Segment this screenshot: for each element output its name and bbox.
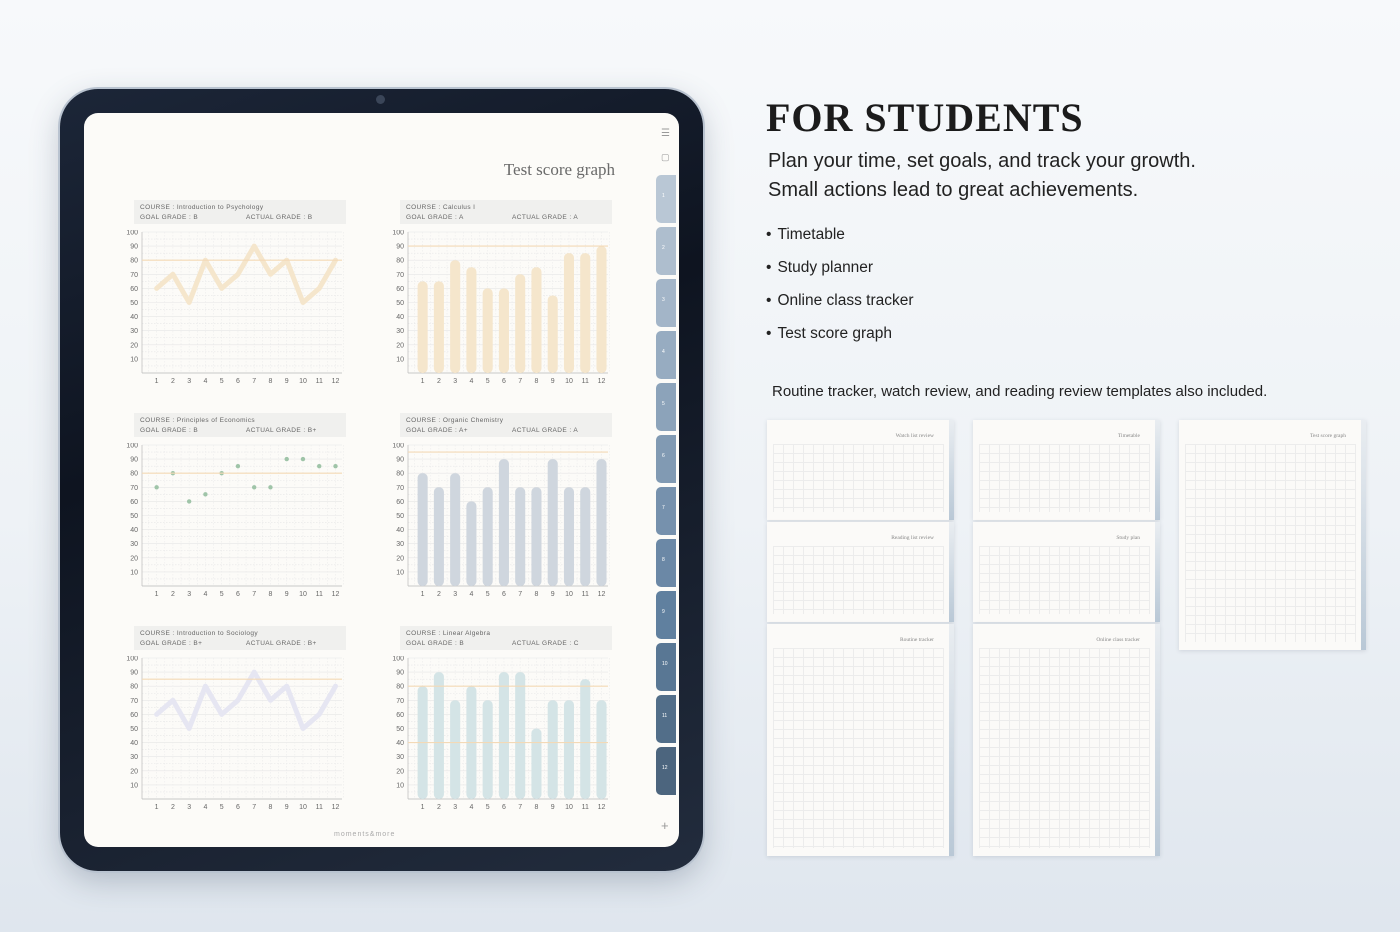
bar [515, 487, 525, 586]
y-tick-label: 50 [396, 726, 404, 733]
tagline-line: Plan your time, set goals, and track your growth. [768, 150, 1196, 172]
x-tick-label: 10 [565, 804, 573, 811]
index-tab-2[interactable] [656, 227, 676, 275]
y-tick-label: 10 [130, 782, 138, 790]
bar [580, 679, 590, 799]
y-tick-label: 90 [130, 243, 138, 251]
index-tab-9[interactable] [656, 591, 676, 639]
chart-psychology [120, 200, 348, 400]
x-tick-label: 1 [154, 378, 159, 385]
index-tab-label: 11 [662, 713, 668, 719]
bar [596, 700, 606, 799]
scatter-point [301, 457, 305, 461]
y-tick-label: 80 [130, 683, 138, 691]
brand-mark: moments&more [334, 831, 396, 838]
x-tick-label: 10 [299, 378, 307, 385]
feature-item: • Study planner [766, 259, 914, 292]
y-tick-label: 10 [130, 569, 138, 577]
y-tick-label: 90 [396, 669, 404, 677]
x-tick-label: 9 [550, 591, 555, 598]
x-tick-label: 2 [436, 591, 441, 598]
scatter-point [187, 499, 191, 503]
y-tick-label: 60 [396, 711, 404, 719]
y-tick-label: 30 [396, 328, 404, 336]
scatter-point [154, 485, 158, 489]
index-tab-label: 1 [662, 193, 665, 199]
x-tick-label: 4 [203, 591, 208, 598]
x-tick-label: 7 [518, 804, 523, 811]
goal-label: GOAL GRADE : [140, 427, 192, 434]
course-name: Calculus I [442, 204, 476, 211]
course-label: COURSE : [406, 417, 441, 424]
goal-label: GOAL GRADE : [140, 214, 192, 221]
course-info [400, 413, 612, 437]
chart-plot [386, 656, 614, 818]
actual-grade: C [573, 640, 579, 647]
bar [596, 246, 606, 373]
x-tick-label: 6 [235, 378, 240, 385]
y-tick-label: 50 [130, 300, 138, 307]
x-tick-label: 3 [187, 591, 192, 598]
x-tick-label: 8 [534, 378, 539, 385]
bar [564, 487, 574, 586]
index-tab-label: 2 [662, 245, 665, 251]
y-tick-label: 40 [396, 740, 404, 748]
y-tick-label: 10 [396, 569, 404, 577]
x-tick-label: 1 [154, 591, 159, 598]
y-tick-label: 70 [396, 484, 404, 492]
thumb-title: Online class tracker [1096, 637, 1140, 643]
y-tick-label: 70 [130, 697, 138, 705]
course-label: COURSE : [140, 630, 175, 637]
x-tick-label: 9 [550, 378, 555, 385]
camera-dot [376, 95, 385, 104]
x-tick-label: 5 [485, 378, 490, 385]
x-tick-label: 9 [284, 378, 289, 385]
thumb-timetable [973, 420, 1160, 520]
menu-icon[interactable]: ☰ [661, 128, 670, 139]
course-info [134, 200, 346, 224]
index-tab-5[interactable] [656, 383, 676, 431]
x-tick-label: 2 [436, 378, 441, 385]
y-tick-label: 30 [396, 754, 404, 762]
x-tick-label: 9 [284, 804, 289, 811]
bar [418, 281, 428, 373]
bar [548, 700, 558, 799]
x-tick-label: 8 [268, 804, 273, 811]
y-tick-label: 40 [396, 314, 404, 322]
tablet-screen [84, 113, 679, 847]
y-tick-label: 10 [396, 782, 404, 790]
bar [531, 487, 541, 586]
bar [434, 281, 444, 373]
x-tick-label: 12 [597, 804, 606, 811]
y-tick-label: 80 [396, 683, 404, 691]
x-tick-label: 5 [485, 804, 490, 811]
bar [418, 473, 428, 586]
y-tick-label: 30 [396, 541, 404, 549]
feature-list [766, 226, 914, 358]
scatter-point [236, 464, 240, 468]
bar [499, 672, 509, 799]
y-tick-label: 20 [396, 555, 404, 563]
chart-plot [386, 443, 614, 605]
thumb-title: Timetable [1117, 433, 1140, 439]
y-tick-label: 50 [130, 726, 138, 733]
y-tick-label: 90 [130, 669, 138, 677]
x-tick-label: 12 [597, 378, 606, 385]
index-tab-6[interactable] [656, 435, 676, 483]
scatter-point [252, 485, 256, 489]
goal-grade: B+ [193, 640, 203, 647]
index-tab-label: 12 [662, 765, 668, 771]
y-tick-label: 60 [130, 498, 138, 506]
x-tick-label: 3 [187, 804, 192, 811]
x-tick-label: 6 [235, 591, 240, 598]
index-tab-4[interactable] [656, 331, 676, 379]
x-tick-label: 4 [203, 804, 208, 811]
bar [483, 487, 493, 586]
tablet-device [60, 89, 703, 871]
course-label: COURSE : [140, 417, 175, 424]
bar [450, 260, 460, 373]
feature-item: • Test score graph [766, 325, 914, 358]
bar [531, 729, 541, 800]
x-tick-label: 2 [170, 378, 175, 385]
x-tick-label: 12 [331, 804, 340, 811]
thumb-watch-review [767, 420, 954, 520]
index-tab-7[interactable] [656, 487, 676, 535]
actual-grade: A [573, 427, 579, 434]
x-tick-label: 12 [331, 378, 340, 385]
y-tick-label: 60 [396, 498, 404, 506]
x-tick-label: 5 [485, 591, 490, 598]
y-tick-label: 30 [130, 754, 138, 762]
goal-label: GOAL GRADE : [406, 640, 458, 647]
scatter-point [333, 464, 337, 468]
chart-economics [120, 413, 348, 613]
goal-grade: B [193, 214, 199, 221]
thumb-title: Watch list review [895, 433, 934, 439]
index-tab-label: 10 [662, 661, 668, 667]
chart-chemistry [386, 413, 614, 613]
x-tick-label: 10 [299, 591, 307, 598]
goal-grade: A+ [459, 427, 468, 434]
y-tick-label: 100 [392, 230, 404, 237]
bar [434, 672, 444, 799]
page-title: Test score graph [503, 160, 615, 179]
y-tick-label: 40 [130, 527, 138, 535]
chart-plot [120, 656, 348, 818]
y-tick-label: 100 [126, 230, 138, 237]
add-icon[interactable]: + [661, 818, 669, 833]
thumb-study-plan [973, 522, 1160, 622]
bar [483, 288, 493, 373]
y-tick-label: 20 [396, 768, 404, 776]
x-tick-label: 7 [252, 591, 257, 598]
y-tick-label: 80 [130, 257, 138, 265]
x-tick-label: 1 [420, 591, 425, 598]
x-tick-label: 6 [501, 804, 506, 811]
thumb-reading-review [767, 522, 954, 622]
chart-plot [120, 230, 348, 392]
y-tick-label: 20 [130, 555, 138, 563]
x-tick-label: 10 [565, 591, 573, 598]
index-tab-label: 4 [662, 349, 665, 355]
thumb-title: Test score graph [1310, 433, 1346, 439]
x-tick-label: 5 [219, 804, 224, 811]
goal-label: GOAL GRADE : [406, 214, 458, 221]
course-info [134, 626, 346, 650]
chart-linear-algebra [386, 626, 614, 826]
y-tick-label: 80 [396, 257, 404, 265]
x-tick-label: 1 [420, 804, 425, 811]
feature-item: • Timetable [766, 226, 914, 259]
goal-grade: A [459, 214, 464, 221]
y-tick-label: 20 [396, 342, 404, 350]
x-tick-label: 6 [501, 378, 506, 385]
x-tick-label: 3 [187, 378, 192, 385]
bar [499, 459, 509, 586]
actual-grade: B [307, 214, 313, 221]
goal-grade: B [459, 640, 465, 647]
thumb-test-score [1179, 420, 1366, 650]
tagline-line: Small actions lead to great achievements. [768, 179, 1139, 201]
bar [466, 501, 476, 586]
x-tick-label: 7 [518, 378, 523, 385]
x-tick-label: 1 [420, 378, 425, 385]
x-tick-label: 10 [299, 804, 307, 811]
index-tab-1[interactable] [656, 175, 676, 223]
index-tab-10[interactable] [656, 643, 676, 691]
y-tick-label: 60 [396, 285, 404, 293]
x-tick-label: 4 [469, 804, 474, 811]
x-tick-label: 8 [534, 804, 539, 811]
bar [548, 459, 558, 586]
actual-label: ACTUAL GRADE : [246, 214, 306, 221]
y-tick-label: 10 [396, 356, 404, 364]
y-tick-label: 100 [392, 443, 404, 450]
x-tick-label: 1 [154, 804, 159, 811]
thumb-title: Reading list review [891, 535, 934, 541]
bar [450, 473, 460, 586]
chart-plot [120, 443, 348, 605]
actual-grade: B+ [307, 427, 317, 434]
bar [548, 295, 558, 373]
bar [531, 267, 541, 373]
bar [466, 267, 476, 373]
x-tick-label: 5 [219, 591, 224, 598]
x-tick-label: 7 [252, 804, 257, 811]
y-tick-label: 80 [130, 470, 138, 478]
index-tab-11[interactable] [656, 695, 676, 743]
x-tick-label: 2 [170, 591, 175, 598]
actual-label: ACTUAL GRADE : [512, 640, 572, 647]
x-tick-label: 4 [469, 378, 474, 385]
x-tick-label: 6 [501, 591, 506, 598]
index-tab-label: 6 [662, 453, 665, 459]
y-tick-label: 100 [126, 656, 138, 663]
course-name: Linear Algebra [442, 630, 491, 637]
y-tick-label: 100 [126, 443, 138, 450]
course-info [400, 200, 612, 224]
scatter-point [285, 457, 289, 461]
y-tick-label: 60 [130, 285, 138, 293]
y-tick-label: 40 [396, 527, 404, 535]
goal-grade: B [193, 427, 199, 434]
course-name: Organic Chemistry [442, 417, 504, 424]
index-tab-3[interactable] [656, 279, 676, 327]
y-tick-label: 40 [130, 740, 138, 748]
x-tick-label: 9 [284, 591, 289, 598]
bar [580, 253, 590, 373]
x-tick-label: 5 [219, 378, 224, 385]
x-tick-label: 11 [315, 804, 323, 811]
x-tick-label: 8 [534, 591, 539, 598]
thumb-title: Routine tracker [899, 637, 934, 643]
x-tick-label: 11 [581, 378, 589, 385]
included-note: Routine tracker, watch review, and reading review templates also included. [772, 383, 1268, 400]
bar [564, 700, 574, 799]
index-tab-label: 9 [662, 609, 665, 615]
course-name: Introduction to Psychology [176, 204, 264, 211]
goal-label: GOAL GRADE : [140, 640, 192, 647]
y-tick-label: 50 [396, 513, 404, 520]
x-tick-label: 7 [252, 378, 257, 385]
x-tick-label: 7 [518, 591, 523, 598]
chart-sociology [120, 626, 348, 826]
index-tab-label: 8 [662, 557, 665, 563]
index-tab-label: 7 [662, 505, 665, 511]
page-icon[interactable]: ▢ [661, 152, 670, 162]
scatter-point [317, 464, 321, 468]
tagline [768, 147, 1196, 205]
x-tick-label: 2 [170, 804, 175, 811]
actual-grade: A [573, 214, 579, 221]
chart-calculus [386, 200, 614, 400]
x-tick-label: 11 [315, 378, 323, 385]
y-tick-label: 30 [130, 328, 138, 336]
x-tick-label: 11 [315, 591, 323, 598]
actual-label: ACTUAL GRADE : [246, 640, 306, 647]
actual-label: ACTUAL GRADE : [246, 427, 306, 434]
x-tick-label: 8 [268, 591, 273, 598]
y-tick-label: 100 [392, 656, 404, 663]
scatter-point [268, 485, 272, 489]
x-tick-label: 6 [235, 804, 240, 811]
bar [450, 700, 460, 799]
y-tick-label: 90 [396, 456, 404, 464]
index-tab-8[interactable] [656, 539, 676, 587]
x-tick-label: 11 [581, 804, 589, 811]
y-tick-label: 70 [130, 484, 138, 492]
y-tick-label: 20 [130, 342, 138, 350]
course-info [134, 413, 346, 437]
x-tick-label: 3 [453, 378, 458, 385]
y-tick-label: 10 [130, 356, 138, 364]
y-tick-label: 50 [130, 513, 138, 520]
bar [515, 672, 525, 799]
bar [434, 487, 444, 586]
x-tick-label: 12 [331, 591, 340, 598]
y-tick-label: 90 [396, 243, 404, 251]
thumb-online-class [973, 624, 1160, 856]
bar [596, 459, 606, 586]
x-tick-label: 10 [565, 378, 573, 385]
course-name: Introduction to Sociology [176, 630, 259, 637]
bar [483, 700, 493, 799]
thumb-title: Study plan [1116, 535, 1140, 541]
y-tick-label: 90 [130, 456, 138, 464]
x-tick-label: 2 [436, 804, 441, 811]
bar [515, 274, 525, 373]
scatter-point [203, 492, 207, 496]
index-tab-label: 5 [662, 401, 665, 407]
index-tab-label: 3 [662, 297, 665, 303]
course-label: COURSE : [406, 204, 441, 211]
heading: FOR STUDENTS [766, 95, 1084, 140]
feature-item: • Online class tracker [766, 292, 914, 325]
y-tick-label: 80 [396, 470, 404, 478]
x-tick-label: 4 [469, 591, 474, 598]
y-tick-label: 60 [130, 711, 138, 719]
y-tick-label: 30 [130, 541, 138, 549]
x-tick-label: 9 [550, 804, 555, 811]
bar [580, 487, 590, 586]
y-tick-label: 50 [396, 300, 404, 307]
y-tick-label: 40 [130, 314, 138, 322]
x-tick-label: 3 [453, 804, 458, 811]
x-tick-label: 4 [203, 378, 208, 385]
course-info [400, 626, 612, 650]
x-tick-label: 11 [581, 591, 589, 598]
course-label: COURSE : [406, 630, 441, 637]
actual-label: ACTUAL GRADE : [512, 214, 572, 221]
thumb-routine-tracker [767, 624, 954, 856]
x-tick-label: 3 [453, 591, 458, 598]
bar [499, 288, 509, 373]
actual-grade: B+ [307, 640, 317, 647]
y-tick-label: 70 [396, 271, 404, 279]
bar [564, 253, 574, 373]
course-label: COURSE : [140, 204, 175, 211]
y-tick-label: 70 [396, 697, 404, 705]
index-tab-12[interactable] [656, 747, 676, 795]
goal-label: GOAL GRADE : [406, 427, 458, 434]
x-tick-label: 12 [597, 591, 606, 598]
actual-label: ACTUAL GRADE : [512, 427, 572, 434]
y-tick-label: 70 [130, 271, 138, 279]
course-name: Principles of Economics [176, 417, 256, 424]
x-tick-label: 8 [268, 378, 273, 385]
y-tick-label: 20 [130, 768, 138, 776]
chart-plot [386, 230, 614, 392]
